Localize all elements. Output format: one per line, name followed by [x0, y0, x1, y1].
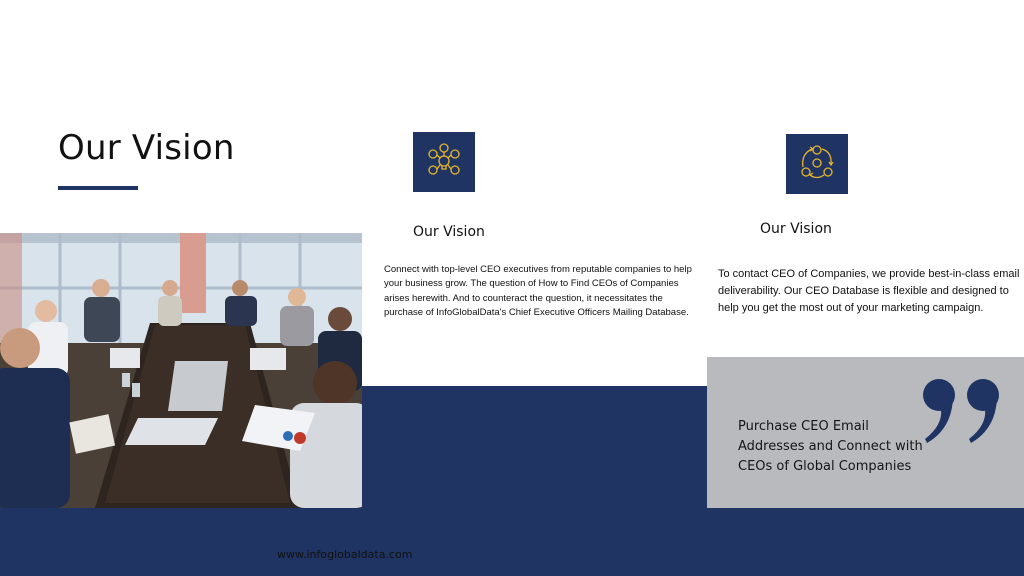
col2-heading: Our Vision	[760, 221, 832, 237]
col1-heading: Our Vision	[413, 224, 485, 240]
quote-text: Purchase CEO Email Addresses and Connect with CEOs of Global Companies	[738, 419, 923, 474]
business-meeting-photo	[0, 233, 362, 508]
website-link[interactable]: www.infoglobaldata.com	[277, 548, 413, 561]
page-title: Our Vision	[58, 128, 235, 168]
quote-card	[707, 357, 1024, 508]
process-cycle-icon	[786, 134, 848, 194]
col2-body: To contact CEO of Companies, we provide best-in-class email deliverability. Our CEO Database is flexible and designed to help you get the most out of your marketing campaign.	[718, 268, 1020, 314]
strategy-ideas-icon	[413, 132, 475, 192]
title-underline	[58, 186, 138, 190]
process-cycle-icon-box	[786, 134, 848, 194]
strategy-ideas-icon-box	[413, 132, 475, 192]
col1-body: Connect with top-level CEO executives from reputable companies to help your business grow. The question of How to Find CEOs of Companies arises herewith. And to counteract the question, it necessitates the purchase of InfoGlobalData's Chief Executive Officers Mailing Database.	[384, 264, 692, 319]
